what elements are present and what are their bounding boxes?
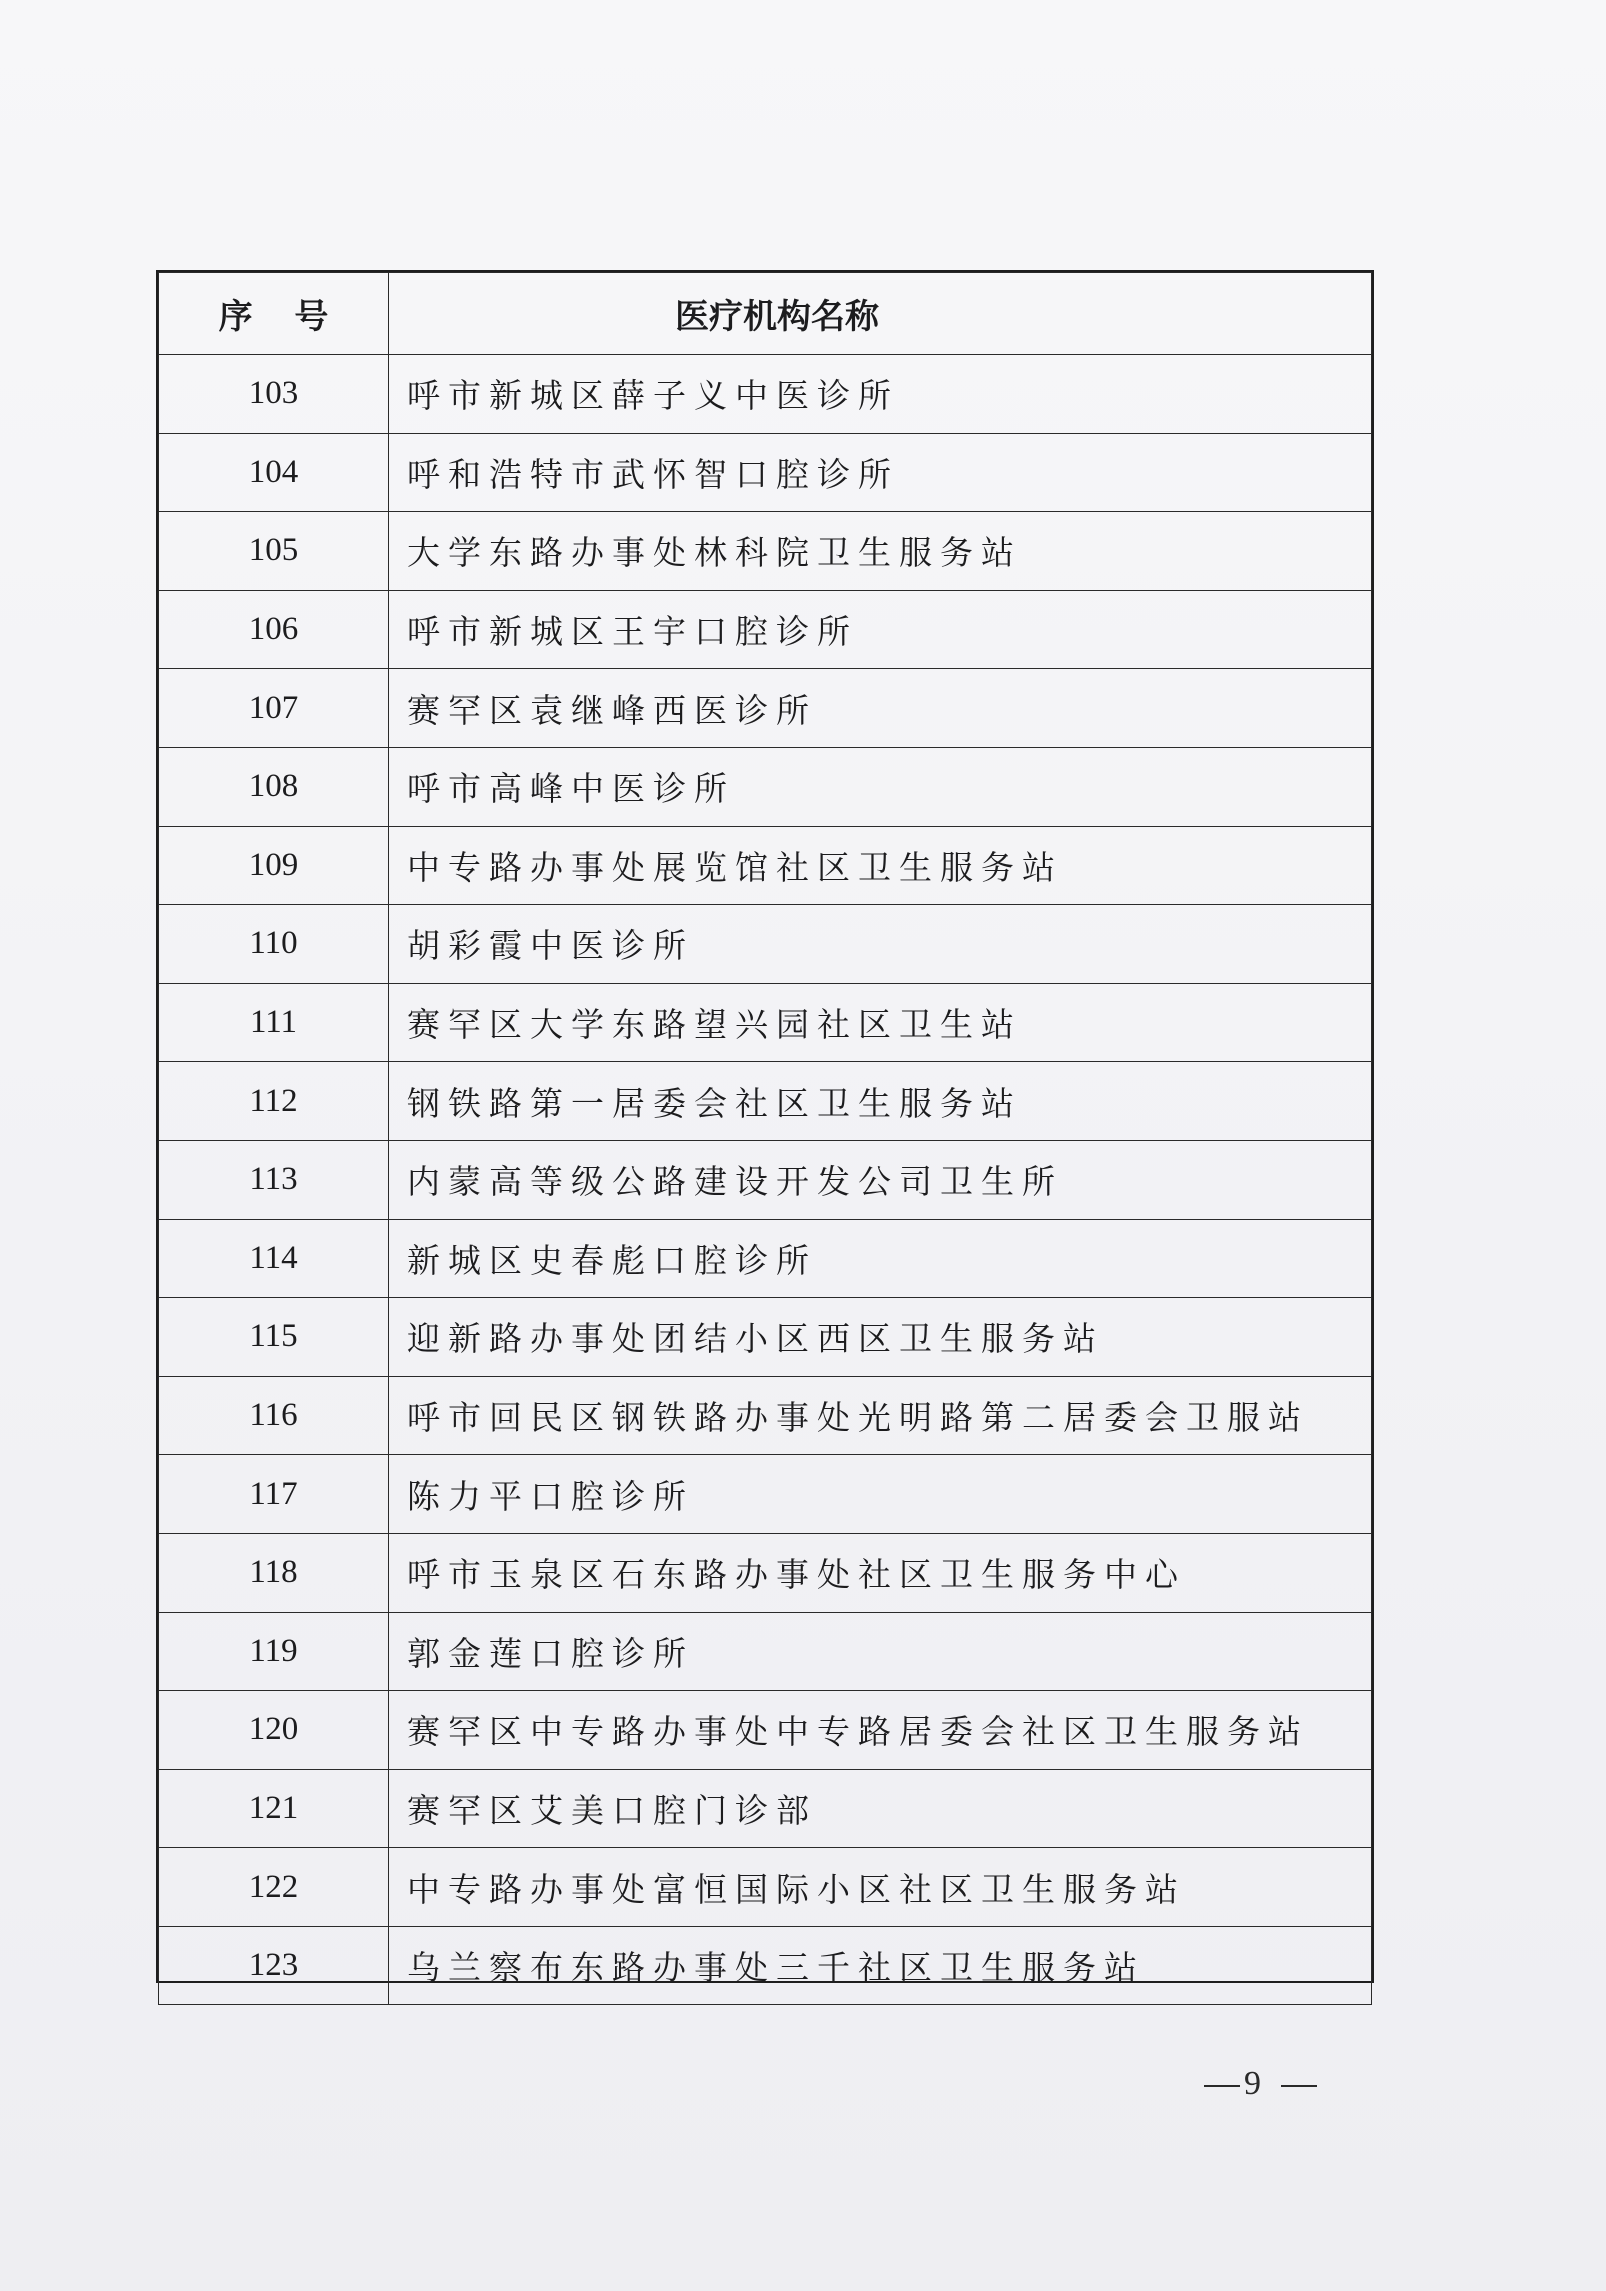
row-serial-number: 105 — [159, 512, 389, 591]
table-row — [159, 1298, 1372, 1377]
table-row — [159, 905, 1372, 984]
row-serial-number: 106 — [159, 590, 389, 669]
table-header-row — [159, 273, 1372, 355]
page-number-dash-right — [1281, 2085, 1317, 2087]
row-institution-name: 大学东路办事处林科院卫生服务站 — [389, 512, 1372, 591]
row-serial-number: 119 — [159, 1612, 389, 1691]
table-row — [159, 512, 1372, 591]
row-serial-number: 114 — [159, 1219, 389, 1298]
row-serial-number: 116 — [159, 1376, 389, 1455]
institution-table — [156, 270, 1374, 1988]
row-institution-name: 赛罕区艾美口腔门诊部 — [389, 1769, 1372, 1848]
table-row — [159, 669, 1372, 748]
row-institution-name: 中专路办事处富恒国际小区社区卫生服务站 — [389, 1848, 1372, 1927]
row-serial-number: 118 — [159, 1533, 389, 1612]
table-row — [159, 355, 1372, 434]
row-serial-number: 112 — [159, 1062, 389, 1141]
row-serial-number: 110 — [159, 905, 389, 984]
header-institution-name: 医疗机构名称 — [389, 273, 1372, 355]
page-number-value: 9 — [1244, 2065, 1277, 2102]
row-serial-number: 115 — [159, 1298, 389, 1377]
row-serial-number: 123 — [159, 1926, 389, 2005]
row-serial-number: 104 — [159, 433, 389, 512]
row-institution-name: 呼市玉泉区石东路办事处社区卫生服务中心 — [389, 1533, 1372, 1612]
header-serial-number: 序 号 — [159, 273, 389, 355]
row-institution-name: 赛罕区大学东路望兴园社区卫生站 — [389, 983, 1372, 1062]
table-row — [159, 983, 1372, 1062]
row-institution-name: 中专路办事处展览馆社区卫生服务站 — [389, 826, 1372, 905]
table-row — [159, 1533, 1372, 1612]
table-row — [159, 1848, 1372, 1927]
row-serial-number: 113 — [159, 1140, 389, 1219]
table-row — [159, 826, 1372, 905]
row-serial-number: 111 — [159, 983, 389, 1062]
row-serial-number: 122 — [159, 1848, 389, 1927]
row-institution-name: 呼市新城区薛子义中医诊所 — [389, 355, 1372, 434]
row-institution-name: 内蒙高等级公路建设开发公司卫生所 — [389, 1140, 1372, 1219]
row-institution-name: 赛罕区袁继峰西医诊所 — [389, 669, 1372, 748]
row-serial-number: 108 — [159, 747, 389, 826]
page-number — [1200, 2065, 1321, 2103]
table-row — [159, 1219, 1372, 1298]
table-row — [159, 1691, 1372, 1770]
table-row — [159, 590, 1372, 669]
row-serial-number: 121 — [159, 1769, 389, 1848]
row-institution-name: 呼和浩特市武怀智口腔诊所 — [389, 433, 1372, 512]
row-institution-name: 赛罕区中专路办事处中专路居委会社区卫生服务站 — [389, 1691, 1372, 1770]
table-row — [159, 1769, 1372, 1848]
row-institution-name: 呼市高峰中医诊所 — [389, 747, 1372, 826]
row-institution-name: 陈力平口腔诊所 — [389, 1455, 1372, 1534]
table-body — [159, 355, 1372, 2005]
table-row — [159, 1612, 1372, 1691]
row-institution-name: 钢铁路第一居委会社区卫生服务站 — [389, 1062, 1372, 1141]
row-institution-name: 呼市回民区钢铁路办事处光明路第二居委会卫服站 — [389, 1376, 1372, 1455]
row-serial-number: 107 — [159, 669, 389, 748]
row-serial-number: 103 — [159, 355, 389, 434]
row-institution-name: 乌兰察布东路办事处三千社区卫生服务站 — [389, 1926, 1372, 2005]
table-row — [159, 1926, 1372, 2005]
table-row — [159, 433, 1372, 512]
row-serial-number: 120 — [159, 1691, 389, 1770]
page-number-dash-left — [1204, 2085, 1240, 2087]
row-institution-name: 新城区史春彪口腔诊所 — [389, 1219, 1372, 1298]
table-row — [159, 1140, 1372, 1219]
row-institution-name: 胡彩霞中医诊所 — [389, 905, 1372, 984]
row-serial-number: 117 — [159, 1455, 389, 1534]
table-row — [159, 1455, 1372, 1534]
row-institution-name: 迎新路办事处团结小区西区卫生服务站 — [389, 1298, 1372, 1377]
row-institution-name: 郭金莲口腔诊所 — [389, 1612, 1372, 1691]
table-row — [159, 1062, 1372, 1141]
institution-table-grid — [158, 272, 1372, 2005]
table-row — [159, 747, 1372, 826]
row-institution-name: 呼市新城区王宇口腔诊所 — [389, 590, 1372, 669]
table-row — [159, 1376, 1372, 1455]
row-serial-number: 109 — [159, 826, 389, 905]
